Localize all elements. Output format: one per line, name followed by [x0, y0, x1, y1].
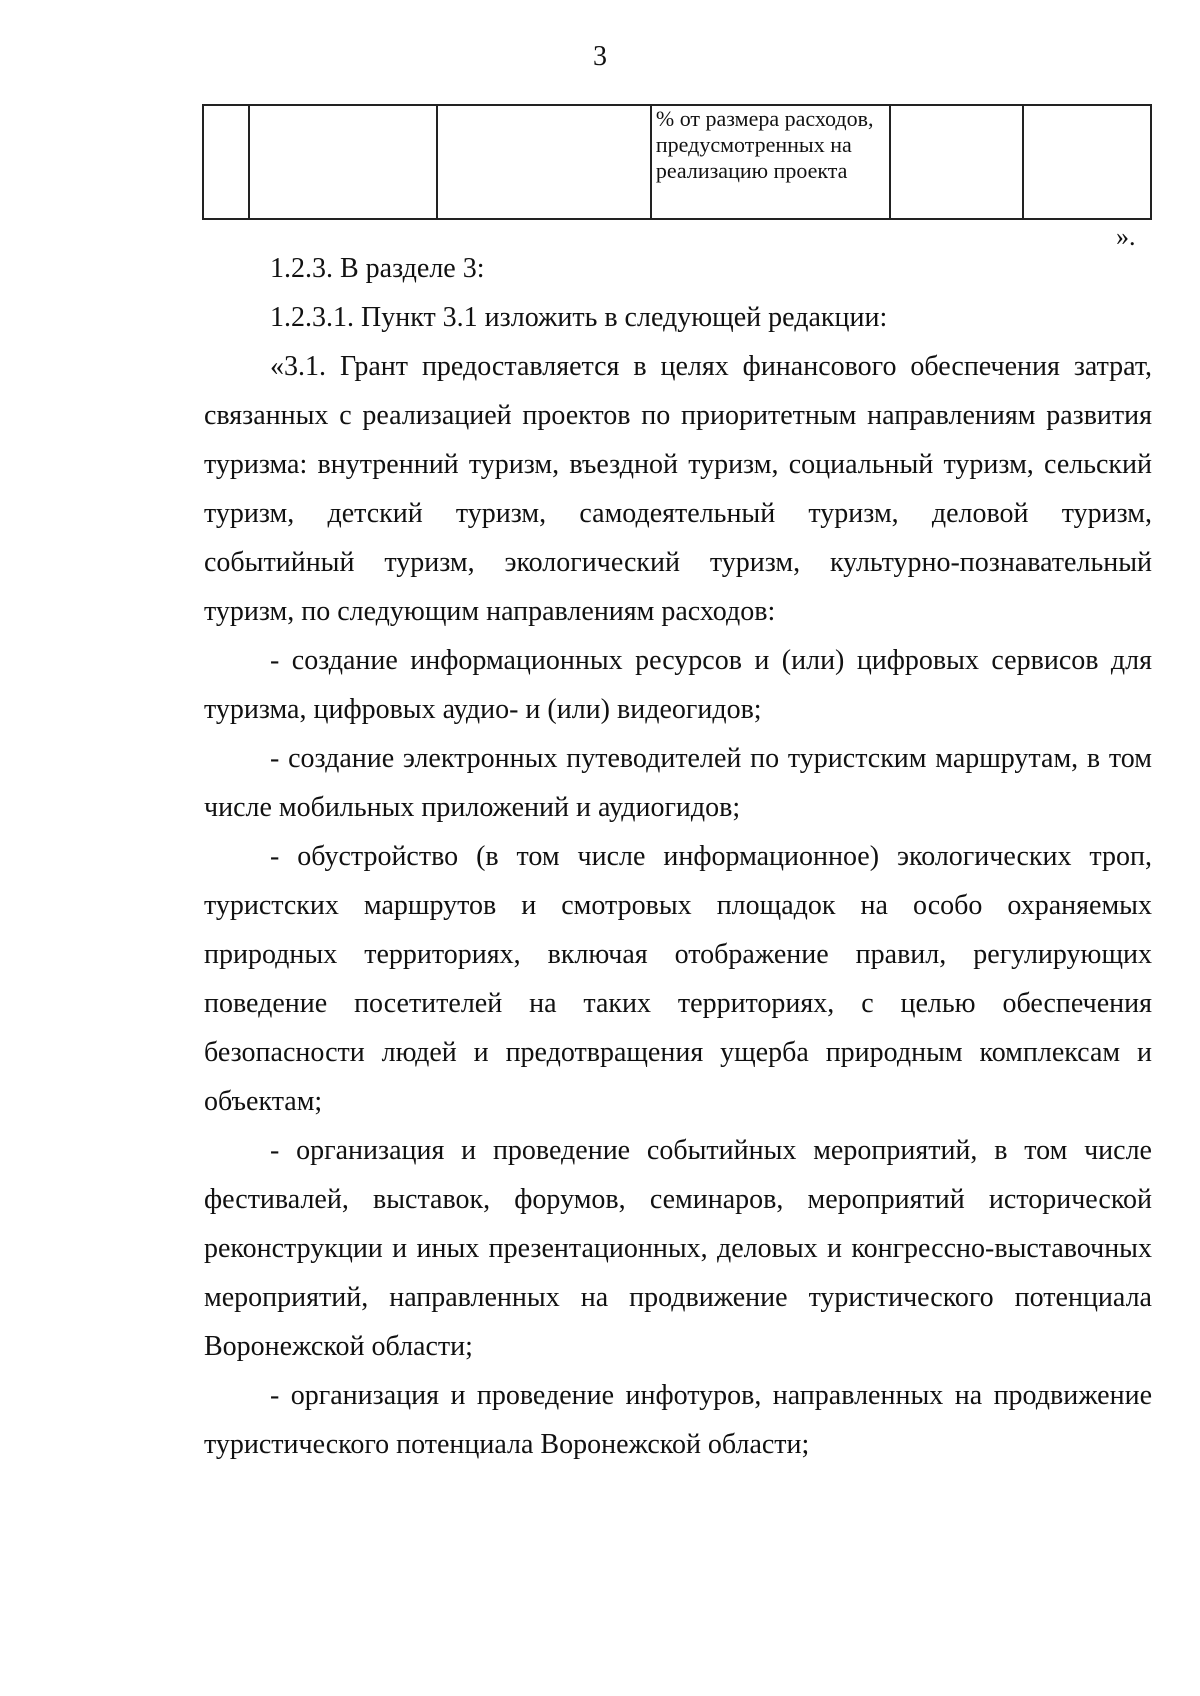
list-item: - создание электронных путеводителей по туристским маршрутам, в том числе мобильных приложений и аудиогидов;: [204, 743, 1152, 823]
paragraph-section-heading: 1.2.3. В разделе 3:: [270, 253, 485, 284]
table-cell: [249, 105, 437, 219]
table-cell: [437, 105, 651, 219]
table-cell-expenses-percent: % от размера расходов, предусмотренных на реализацию проекта: [651, 105, 890, 219]
document-body: [204, 244, 1152, 1469]
list-item: - создание информационных ресурсов и (или) цифровых сервисов для туризма, цифровых аудио- и (или) видеогидов;: [204, 645, 1152, 725]
table-row: [203, 105, 1151, 219]
paragraph-grant-purpose: «3.1. Грант предоставляется в целях финансового обеспечения затрат, связанных с реализацией проектов по приоритетным направлениям развития туризма: внутренний туризм, въездной туризм, социальный туризм, сельский туризм, детский туризм, самодеятельный туризм, деловой туризм, событийный туризм, экологический туризм, культурно-познавательный туризм, по следующим направлениям расходов:: [204, 351, 1152, 627]
table-cell: [890, 105, 1023, 219]
closing-quote: ».: [1116, 222, 1136, 251]
list-item: - организация и проведение инфотуров, направленных на продвижение туристического потенциала Воронежской области;: [204, 1380, 1152, 1460]
continued-table: [202, 104, 1152, 220]
table-cell: [1023, 105, 1151, 219]
list-item: - обустройство (в том числе информационное) экологических троп, туристских маршрутов и смотровых площадок на особо охраняемых природных территориях, включая отображение правил, регулирующих поведение посетителей на таких территориях, с целью обеспечения безопасности людей и предотвращения ущерба природным комплексам и объектам;: [204, 841, 1152, 1117]
table-cell: [203, 105, 249, 219]
paragraph-item-heading: 1.2.3.1. Пункт 3.1 изложить в следующей редакции:: [270, 302, 888, 333]
page-number: 3: [593, 41, 607, 72]
list-item: - организация и проведение событийных мероприятий, в том числе фестивалей, выставок, форумов, семинаров, мероприятий исторической реконструкции и иных презентационных, деловых и конгрессно-выставочных мероприятий, направленных на продвижение туристического потенциала Воронежской области;: [204, 1135, 1152, 1362]
